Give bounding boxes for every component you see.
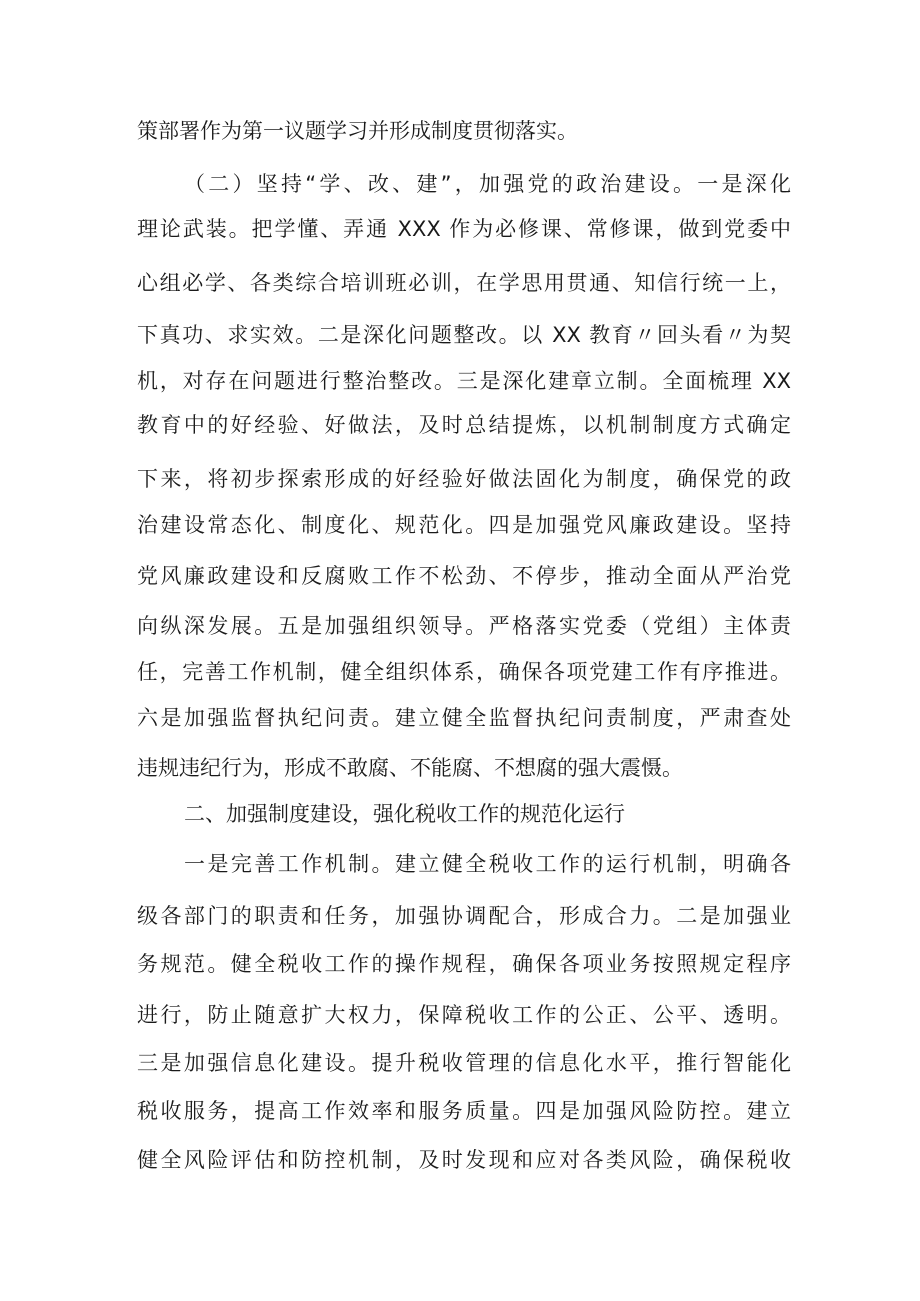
text-line: 下来，将初步探索形成的好经验好做法固化为制度，确保党的政: [137, 467, 791, 491]
text-line: 进行，防止随意扩大权力，保障税收工作的公正、公平、透明。: [137, 1003, 791, 1027]
text-line: 理论武装。把学懂、弄通 XXX 作为必修课、常修课，做到党委中: [137, 217, 791, 241]
text-line: 下真功、求实效。二是深化问题整改。以 XX 教育〃回头看〃为契: [137, 323, 791, 347]
text-line: 三是加强信息化建设。提升税收管理的信息化水平，推行智能化: [137, 1051, 791, 1075]
text-line: 策部署作为第一议题学习并形成制度贯彻落实。: [137, 119, 578, 143]
text-line: （二）坚持“学、改、建”，加强党的政治建设。一是深化: [184, 172, 791, 196]
text-line: 心组必学、各类综合培训班必训，在学思用贯通、知信行统一上，: [137, 271, 791, 295]
text-line: 健全风险评估和防控机制，及时发现和应对各类风险，确保税收: [137, 1148, 791, 1172]
text-line: 六是加强监督执纪问责。建立健全监督执纪问责制度，严肃查处: [137, 706, 791, 730]
text-line: 向纵深发展。五是加强组织领导。严格落实党委（党组）主体责: [137, 614, 791, 638]
text-line: 治建设常态化、制度化、规范化。四是加强党风廉政建设。坚持: [137, 513, 791, 537]
text-line: 级各部门的职责和任务，加强协调配合，形成合力。二是加强业: [137, 904, 791, 928]
text-line: 一是完善工作机制。建立健全税收工作的运行机制，明确各: [184, 852, 791, 876]
text-line: 务规范。健全税收工作的操作规程，确保各项业务按照规定程序: [137, 952, 791, 976]
text-line: 教育中的好经验、好做法，及时总结提炼，以机制制度方式确定: [137, 413, 791, 437]
text-line: 党风廉政建设和反腐败工作不松劲、不停步，推动全面从严治党: [137, 564, 791, 588]
text-line: 税收服务，提高工作效率和服务质量。四是加强风险防控。建立: [137, 1099, 791, 1123]
section-heading: 二、加强制度建设，强化税收工作的规范化运行: [184, 802, 625, 826]
text-line: 机，对存在问题进行整治整改。三是深化建章立制。全面梳理 XX: [137, 369, 791, 393]
text-line: 任，完善工作机制，健全组织体系，确保各项党建工作有序推进。: [137, 660, 791, 684]
text-line: 违规违纪行为，形成不敢腐、不能腐、不想腐的强大震慑。: [137, 756, 683, 780]
